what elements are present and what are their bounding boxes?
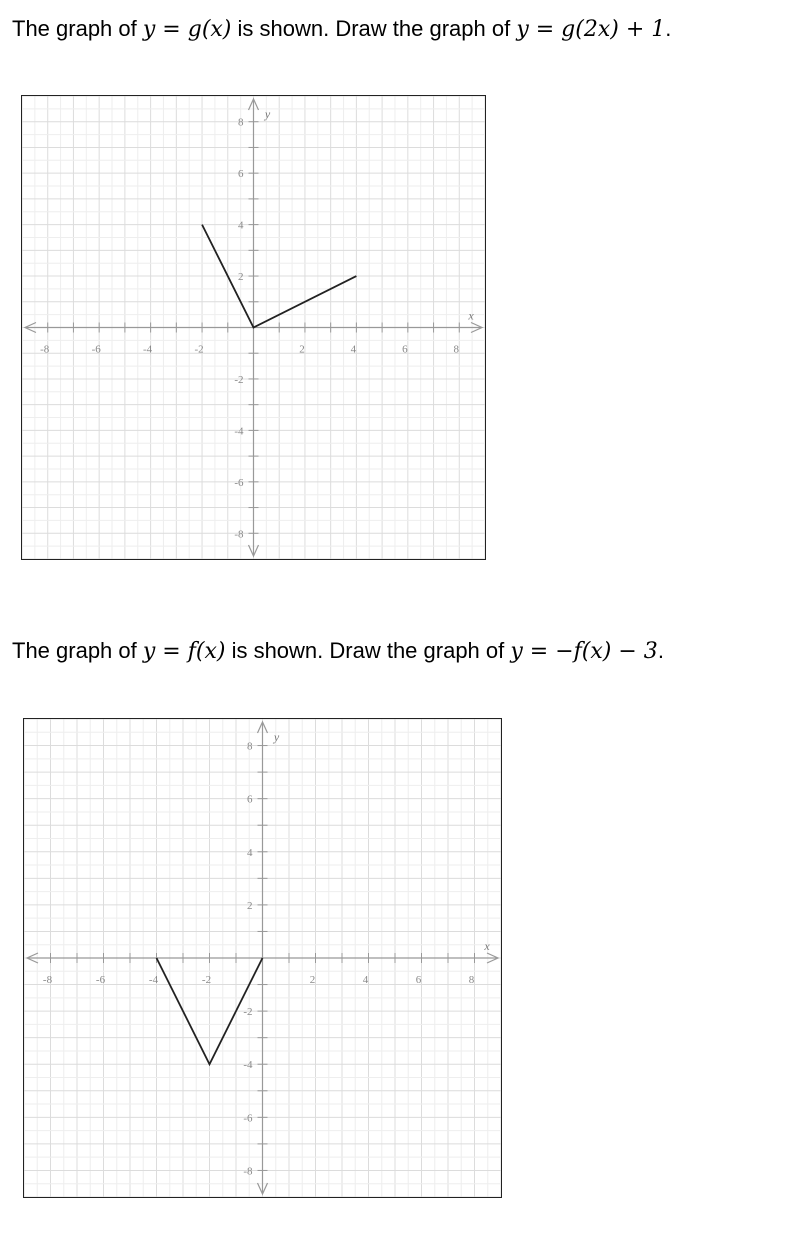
y-tick-label: -4: [243, 1059, 253, 1072]
question-prompt-1: [12, 16, 671, 42]
graph-g: [21, 95, 486, 560]
y-tick-label: 4: [247, 846, 253, 859]
math-y: y: [510, 639, 523, 664]
x-tick-label: 2: [309, 974, 316, 986]
y-tick-label: 4: [238, 219, 244, 232]
question-prompt-2: [12, 638, 664, 664]
x-tick-label: 8: [468, 974, 475, 986]
y-tick-label: 8: [247, 740, 253, 753]
x-axis-label: x: [484, 939, 490, 953]
x-tick-label: -4: [143, 343, 153, 356]
x-tick-label: -8: [42, 974, 53, 986]
x-tick-label: 6: [402, 343, 408, 356]
math-y: y: [516, 17, 529, 42]
y-tick-label: 2: [238, 271, 244, 284]
y-tick-label: -2: [243, 1006, 253, 1019]
y-tick-label: 6: [238, 168, 244, 181]
math-equals: =: [528, 17, 562, 42]
math-equals: =: [155, 639, 188, 664]
x-tick-label: -6: [91, 343, 101, 356]
x-tick-label: 4: [350, 343, 357, 356]
y-tick-label: -8: [234, 528, 244, 541]
y-axis-label: y: [264, 107, 271, 121]
y-axis-label: y: [273, 730, 280, 744]
y-tick-label: -4: [234, 425, 244, 438]
graph-f: [23, 718, 502, 1198]
x-tick-label: -2: [194, 343, 204, 356]
x-axis-label: x: [468, 308, 474, 323]
math-given-function: g(x): [187, 17, 232, 42]
graph-f-canvas[interactable]: [24, 719, 501, 1197]
math-y: y: [142, 639, 156, 664]
y-tick-label: -6: [234, 476, 244, 489]
prompt-text: is shown. Draw the graph of: [225, 638, 511, 663]
x-tick-label: 2: [299, 343, 305, 356]
x-tick-label: -6: [95, 974, 106, 986]
y-tick-label: 8: [238, 116, 244, 129]
y-tick-label: -6: [243, 1112, 253, 1125]
x-tick-label: 8: [453, 343, 460, 356]
prompt-text: The graph of: [12, 638, 143, 663]
math-equals: =: [522, 639, 556, 664]
math-equals: =: [155, 17, 188, 42]
x-tick-label: -2: [201, 974, 212, 986]
y-tick-label: 2: [247, 899, 253, 912]
math-y: y: [142, 17, 156, 42]
y-tick-label: -2: [234, 373, 244, 386]
math-target-function: g(2x) + 1: [561, 17, 666, 42]
x-tick-label: -8: [40, 343, 50, 356]
prompt-text: is shown. Draw the graph of: [231, 16, 517, 41]
graph-g-canvas[interactable]: [22, 96, 485, 559]
math-target-function: −f(x) − 3: [555, 639, 658, 664]
x-tick-label: -4: [148, 974, 159, 986]
x-tick-label: 6: [415, 974, 422, 986]
y-tick-label: -8: [243, 1165, 253, 1178]
prompt-period: .: [657, 638, 664, 663]
y-tick-label: 6: [247, 793, 253, 806]
prompt-period: .: [665, 16, 672, 41]
x-tick-label: 4: [362, 974, 369, 986]
prompt-text: The graph of: [12, 16, 143, 41]
math-given-function: f(x): [187, 639, 226, 664]
